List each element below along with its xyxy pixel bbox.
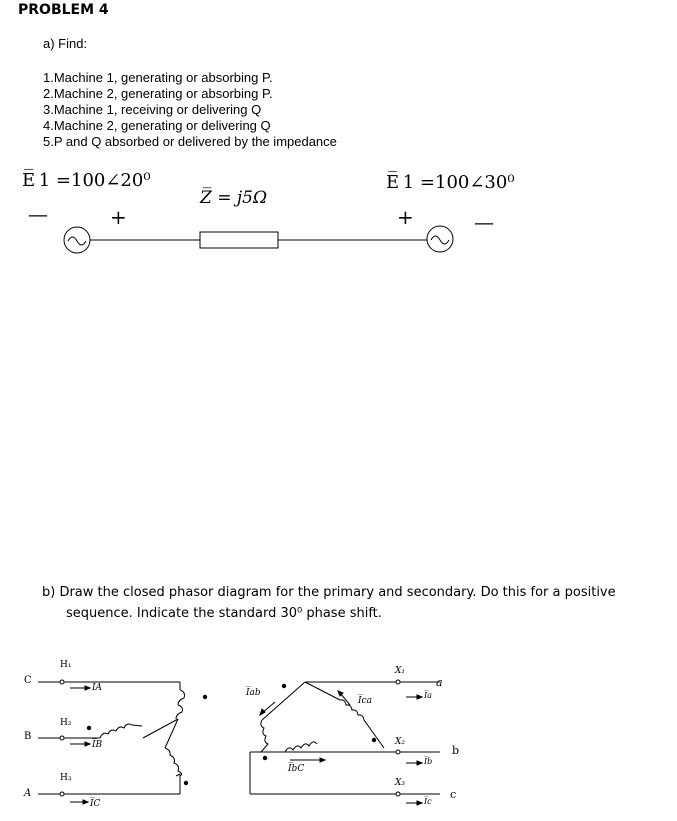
question-item: 4.Machine 2, generating or delivering Q bbox=[43, 118, 271, 133]
question-item: 2.Machine 2, generating or absorbing P. bbox=[43, 86, 273, 101]
secondary-label-a: a bbox=[436, 676, 443, 689]
terminal-x1: X₁ bbox=[395, 666, 406, 676]
current-ia-secondary: I̅a bbox=[424, 691, 432, 700]
current-iab: I̅ab bbox=[246, 688, 261, 698]
wye-coil-a bbox=[165, 748, 182, 776]
impedance-label: Z̅ = j5Ω bbox=[200, 188, 268, 208]
wye-coil-b bbox=[100, 724, 142, 738]
wye-coil-c bbox=[176, 690, 185, 719]
delta-coil-left bbox=[261, 720, 268, 752]
secondary-label-c: c bbox=[450, 788, 457, 801]
current-ib-secondary: I̅b bbox=[424, 757, 433, 766]
question-item: 1.Machine 1, generating or absorbing P. bbox=[43, 70, 273, 85]
terminal-x2: X₂ bbox=[395, 737, 406, 747]
terminal-h2: H₂ bbox=[60, 718, 72, 728]
e2-minus-sign: — bbox=[474, 210, 494, 234]
current-ica: I̅ca bbox=[358, 696, 372, 706]
secondary-label-b: b bbox=[452, 744, 460, 757]
polarity-dots bbox=[87, 684, 376, 785]
line-label-b: B bbox=[24, 731, 32, 742]
line-label-c: C bbox=[24, 675, 32, 686]
terminal-h1: H₁ bbox=[60, 660, 72, 670]
e2-label: E̅ 1 =100∠30⁰ bbox=[386, 172, 515, 193]
current-ic-secondary: I̅c bbox=[424, 797, 432, 806]
terminal-x3: X₃ bbox=[395, 778, 406, 788]
source-2 bbox=[427, 226, 453, 252]
current-ia: I̅A bbox=[92, 683, 103, 693]
e2-plus-sign: + bbox=[397, 205, 414, 229]
part-b-line-1: b) Draw the closed phasor diagram for the primary and secondary. Do this for a positive bbox=[42, 585, 616, 600]
line-label-a: A bbox=[24, 788, 32, 799]
part-b-line-2: sequence. Indicate the standard 30⁰ phase shift. bbox=[66, 606, 382, 621]
part-b-text bbox=[42, 582, 674, 624]
impedance-box bbox=[200, 232, 278, 248]
e1-label: E̅ 1 =100∠20⁰ bbox=[22, 170, 151, 191]
terminal-h3: H₃ bbox=[60, 773, 72, 783]
delta-coil-bottom bbox=[285, 742, 317, 752]
source-1 bbox=[64, 227, 90, 253]
current-ic: I̅C bbox=[90, 799, 101, 809]
question-item: 3.Machine 1, receiving or delivering Q bbox=[43, 102, 262, 117]
delta-coil-right bbox=[340, 700, 384, 748]
part-a-heading: a) Find: bbox=[43, 36, 88, 51]
current-ib: I̅B bbox=[92, 740, 103, 750]
question-item: 5.P and Q absorbed or delivered by the impedance bbox=[43, 134, 337, 149]
e1-minus-sign: — bbox=[28, 202, 48, 226]
current-ibc: I̅bC bbox=[288, 764, 305, 774]
e1-plus-sign: + bbox=[110, 205, 127, 229]
problem-title: PROBLEM 4 bbox=[18, 2, 109, 18]
